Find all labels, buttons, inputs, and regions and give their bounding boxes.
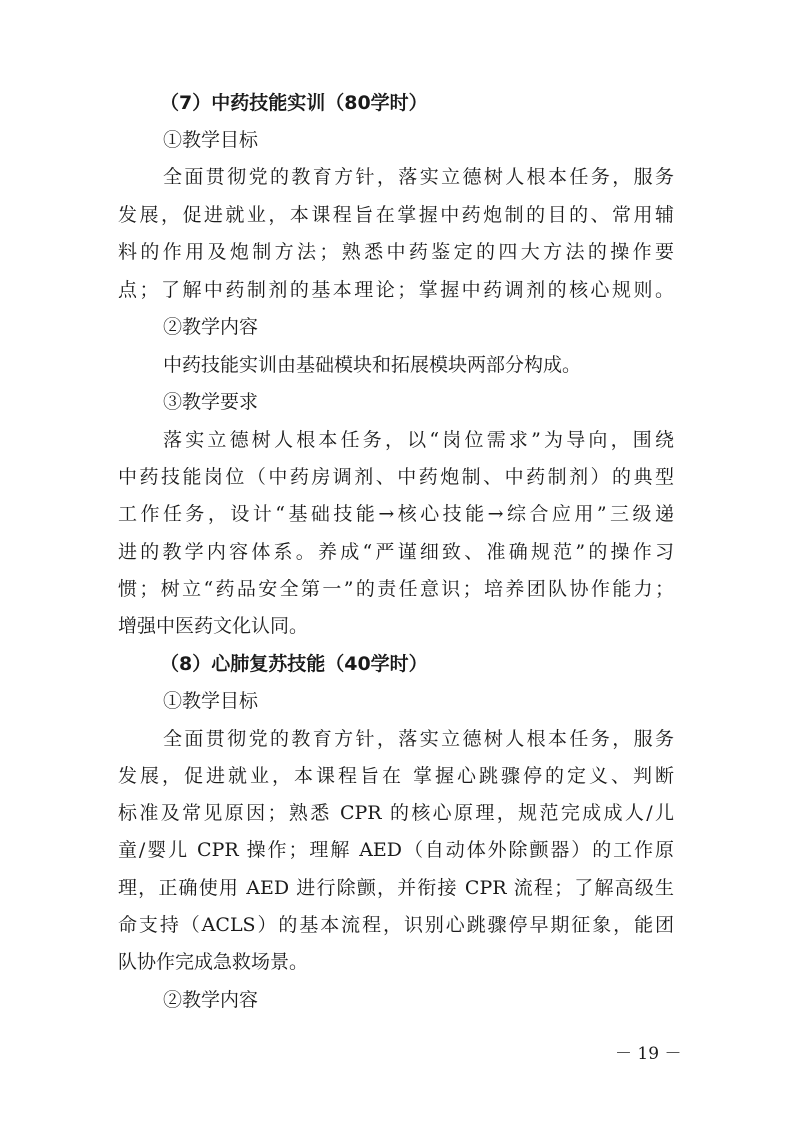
section-7-requirement-line: 落实立德树人根本任务，以“岗位需求”为导向，围绕 — [163, 429, 674, 451]
section-7-requirement-line: 中药技能岗位（中药房调剂、中药炮制、中药制剂）的典型 — [118, 466, 674, 488]
section-7-goal-line: 点；了解中药制剂的基本理论；掌握中药调剂的核心规则。 — [118, 279, 674, 301]
section-8-goal-label: ①教学目标 — [163, 690, 259, 712]
section-7-requirement-line: 惯；树立“药品安全第一”的责任意识；培养团队协作能力； — [118, 578, 674, 600]
section-8-goal-line: 标准及常见原因；熟悉 CPR 的核心原理，规范完成成人/儿 — [118, 802, 674, 824]
section-8-goal-line: 童/婴儿 CPR 操作；理解 AED（自动体外除颤器）的工作原 — [118, 839, 674, 861]
section-7-content-label: ②教学内容 — [163, 316, 259, 338]
section-7-goal-line: 全面贯彻党的教育方针，落实立德树人根本任务，服务 — [163, 166, 674, 188]
section-7-goal-line: 料的作用及炮制方法；熟悉中药鉴定的四大方法的操作要 — [118, 241, 674, 263]
section-8-goal-line: 理，正确使用 AED 进行除颤，并衔接 CPR 流程；了解高级生 — [118, 877, 674, 899]
page-number: － 19 － — [615, 1044, 682, 1064]
section-7-goal-label: ①教学目标 — [163, 129, 259, 151]
section-8-heading: （8）心肺复苏技能（40学时） — [160, 653, 428, 675]
section-7-requirement-line: 增强中医药文化认同。 — [118, 615, 309, 637]
section-8-goal-line: 全面贯彻党的教育方针，落实立德树人根本任务，服务 — [163, 728, 674, 750]
section-8-goal-line: 发展，促进就业，本课程旨在 掌握心跳骤停的定义、判断 — [118, 765, 674, 787]
section-7-heading: （7）中药技能实训（80学时） — [160, 92, 428, 114]
section-7-requirement-line: 进的教学内容体系。养成“严谨细致、准确规范”的操作习 — [118, 541, 674, 563]
section-8-goal-line: 队协作完成急救场景。 — [118, 951, 309, 973]
section-8-content-label: ②教学内容 — [163, 989, 259, 1011]
section-7-content-line: 中药技能实训由基础模块和拓展模块两部分构成。 — [163, 354, 582, 376]
section-7-goal-line: 发展，促进就业，本课程旨在掌握中药炮制的目的、常用辅 — [118, 204, 674, 226]
section-7-requirement-label: ③教学要求 — [163, 391, 259, 413]
section-8-goal-line: 命支持（ACLS）的基本流程，识别心跳骤停早期征象，能团 — [118, 914, 674, 936]
section-7-requirement-line: 工作任务，设计“基础技能→核心技能→综合应用”三级递 — [118, 503, 674, 525]
